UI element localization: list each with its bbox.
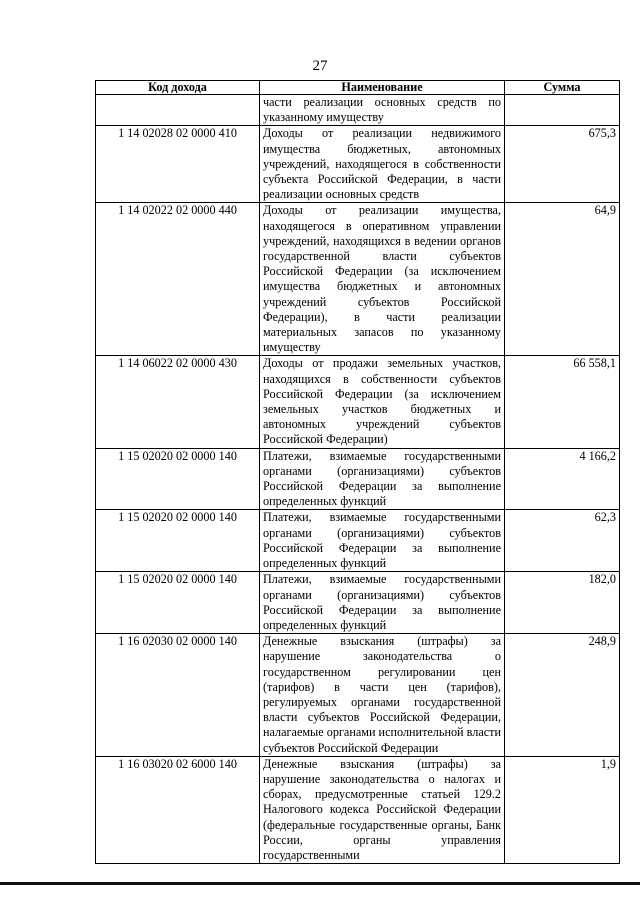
row-sum [505, 95, 620, 126]
row-sum: 1,9 [505, 756, 620, 863]
row-sum: 4 166,2 [505, 448, 620, 510]
table-row [96, 756, 620, 863]
table-row [96, 203, 620, 356]
page-number: 27 [312, 58, 328, 74]
row-code: 1 15 02020 02 0000 140 [96, 448, 260, 510]
row-sum: 182,0 [505, 572, 620, 634]
row-code: 1 16 02030 02 0000 140 [96, 634, 260, 757]
row-code: 1 15 02020 02 0000 140 [96, 572, 260, 634]
table-row [96, 126, 620, 203]
row-code: 1 14 06022 02 0000 430 [96, 356, 260, 448]
row-sum: 62,3 [505, 510, 620, 572]
table-row [96, 510, 620, 572]
row-name: Доходы от продажи земельных участков, находящихся в собственности субъектов Российской Федерации (за исключением земельных участков бюджетных и автономных учреждений субъектов Российской Федерации) [260, 356, 505, 448]
table-row [96, 95, 620, 126]
header-sum: Сумма [505, 81, 620, 95]
row-code [96, 95, 260, 126]
row-sum: 675,3 [505, 126, 620, 203]
row-code: 1 14 02028 02 0000 410 [96, 126, 260, 203]
row-sum: 64,9 [505, 203, 620, 356]
revenue-table [95, 80, 620, 864]
table-row [96, 572, 620, 634]
row-name: Доходы от реализации недвижимого имущества бюджетных, автономных учреждений, находящегося в собственности субъекта Российской Федерации, в части реализации основных средств [260, 126, 505, 203]
row-code: 1 16 03020 02 6000 140 [96, 756, 260, 863]
table-header-row [96, 81, 620, 95]
row-name: Платежи, взимаемые государственными органами (организациями) субъектов Российской Федерации за выполнение определенных функций [260, 448, 505, 510]
row-name: Платежи, взимаемые государственными органами (организациями) субъектов Российской Федерации за выполнение определенных функций [260, 510, 505, 572]
table-row [96, 448, 620, 510]
header-code: Код дохода [96, 81, 260, 95]
row-sum: 248,9 [505, 634, 620, 757]
row-sum: 66 558,1 [505, 356, 620, 448]
scan-edge-line [0, 882, 640, 885]
header-name: Наименование [260, 81, 505, 95]
row-name: Денежные взыскания (штрафы) за нарушение законодательства о государственном регулировании цен (тарифов) в части цен (тарифов), регулируемых органами государственной власти субъектов Российской Федерации, налагаемые органами исполнительной власти субъектов Российской Федерации [260, 634, 505, 757]
row-name: Доходы от реализации имущества, находящегося в оперативном управлении учреждений, находящихся в ведении органов государственной власти субъектов Российской Федерации (за исключением имущества бюджетных и автономных учреждений субъектов Российской Федерации), в части реализации материальных запасов по указанному имуществу [260, 203, 505, 356]
row-code: 1 15 02020 02 0000 140 [96, 510, 260, 572]
table-row [96, 356, 620, 448]
row-name: части реализации основных средств по указанному имуществу [260, 95, 505, 126]
row-name: Платежи, взимаемые государственными органами (организациями) субъектов Российской Федерации за выполнение определенных функций [260, 572, 505, 634]
table-row [96, 634, 620, 757]
row-code: 1 14 02022 02 0000 440 [96, 203, 260, 356]
row-name: Денежные взыскания (штрафы) за нарушение законодательства о налогах и сборах, предусмотренные статьей 129.2 Налогового кодекса Российской Федерации (федеральные государственные органы, Банк России, органы управления государственными [260, 756, 505, 863]
